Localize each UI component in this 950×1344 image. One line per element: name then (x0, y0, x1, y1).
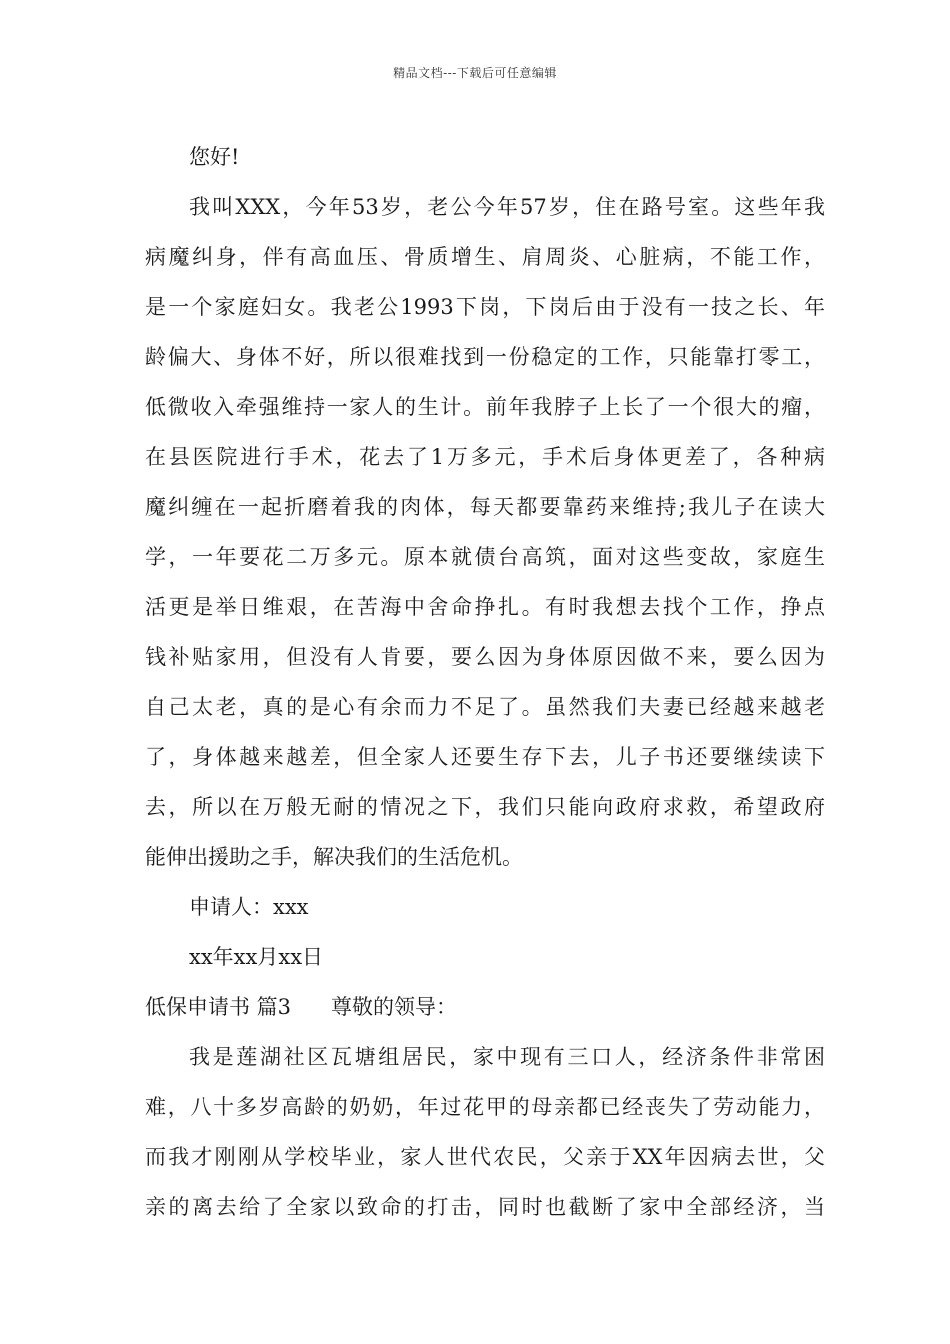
applicant-signature: 申请人：xxx (189, 895, 309, 919)
paragraph-line: 去，所以在万般无耐的情况之下，我们只能向政府求救，希望政府 (145, 795, 825, 819)
paragraph-line: 病魔纠身，伴有高血压、骨质增生、肩周炎、心脏病，不能工作， (145, 245, 825, 269)
greeting: 您好! (189, 145, 240, 169)
page-header: 精品文档---下载后可任意编辑 (393, 66, 557, 80)
paragraph-2 (145, 1032, 825, 1232)
signature-date: xx年xx月xx日 (189, 945, 324, 969)
paragraph-line: 学，一年要花二万多元。原本就债台高筑，面对这些变故，家庭生 (145, 545, 825, 569)
paragraph-line: 龄偏大、身体不好，所以很难找到一份稳定的工作，只能靠打零工， (145, 345, 825, 369)
document-body (145, 132, 825, 1232)
paragraph-line: 钱补贴家用，但没有人肯要，要么因为身体原因做不来，要么因为 (145, 645, 825, 669)
paragraph-line: 亲的离去给了全家以致命的打击，同时也截断了家中全部经济，当 (145, 1195, 825, 1219)
paragraph-line: 能伸出援助之手，解决我们的生活危机。 (145, 845, 523, 869)
paragraph-line: 而我才刚刚从学校毕业，家人世代农民，父亲于XX年因病去世，父 (145, 1145, 825, 1169)
paragraph-line: 低微收入牵强维持一家人的生计。前年我脖子上长了一个很大的瘤， (145, 395, 825, 419)
paragraph-line: 魔纠缠在一起折磨着我的肉体，每天都要靠药来维持;我儿子在读大 (145, 495, 825, 519)
section-heading (145, 982, 825, 1032)
paragraph-line: 在县医院进行手术，花去了1万多元，手术后身体更差了，各种病 (145, 445, 825, 469)
paragraph-line: 了，身体越来越差，但全家人还要生存下去，儿子书还要继续读下 (145, 745, 825, 769)
paragraph-line: 我是莲湖社区瓦塘组居民，家中现有三口人，经济条件非常困 (189, 1045, 825, 1069)
paragraph-line: 活更是举日维艰，在苦海中舍命挣扎。有时我想去找个工作，挣点 (145, 595, 825, 619)
paragraph-line: 我叫XXX，今年53岁，老公今年57岁，住在路号室。这些年我 (189, 195, 825, 219)
section-title: 低保申请书 篇3 (145, 995, 292, 1019)
paragraph-line: 是一个家庭妇女。我老公1993下岗，下岗后由于没有一技之长、年 (145, 295, 825, 319)
paragraph-1 (145, 182, 825, 882)
paragraph-line: 难，八十多岁高龄的奶奶，年过花甲的母亲都已经丧失了劳动能力， (145, 1095, 825, 1119)
paragraph-line: 自己太老，真的是心有余而力不足了。虽然我们夫妻已经越来越老 (145, 695, 825, 719)
salutation: 尊敬的领导： (331, 995, 458, 1019)
